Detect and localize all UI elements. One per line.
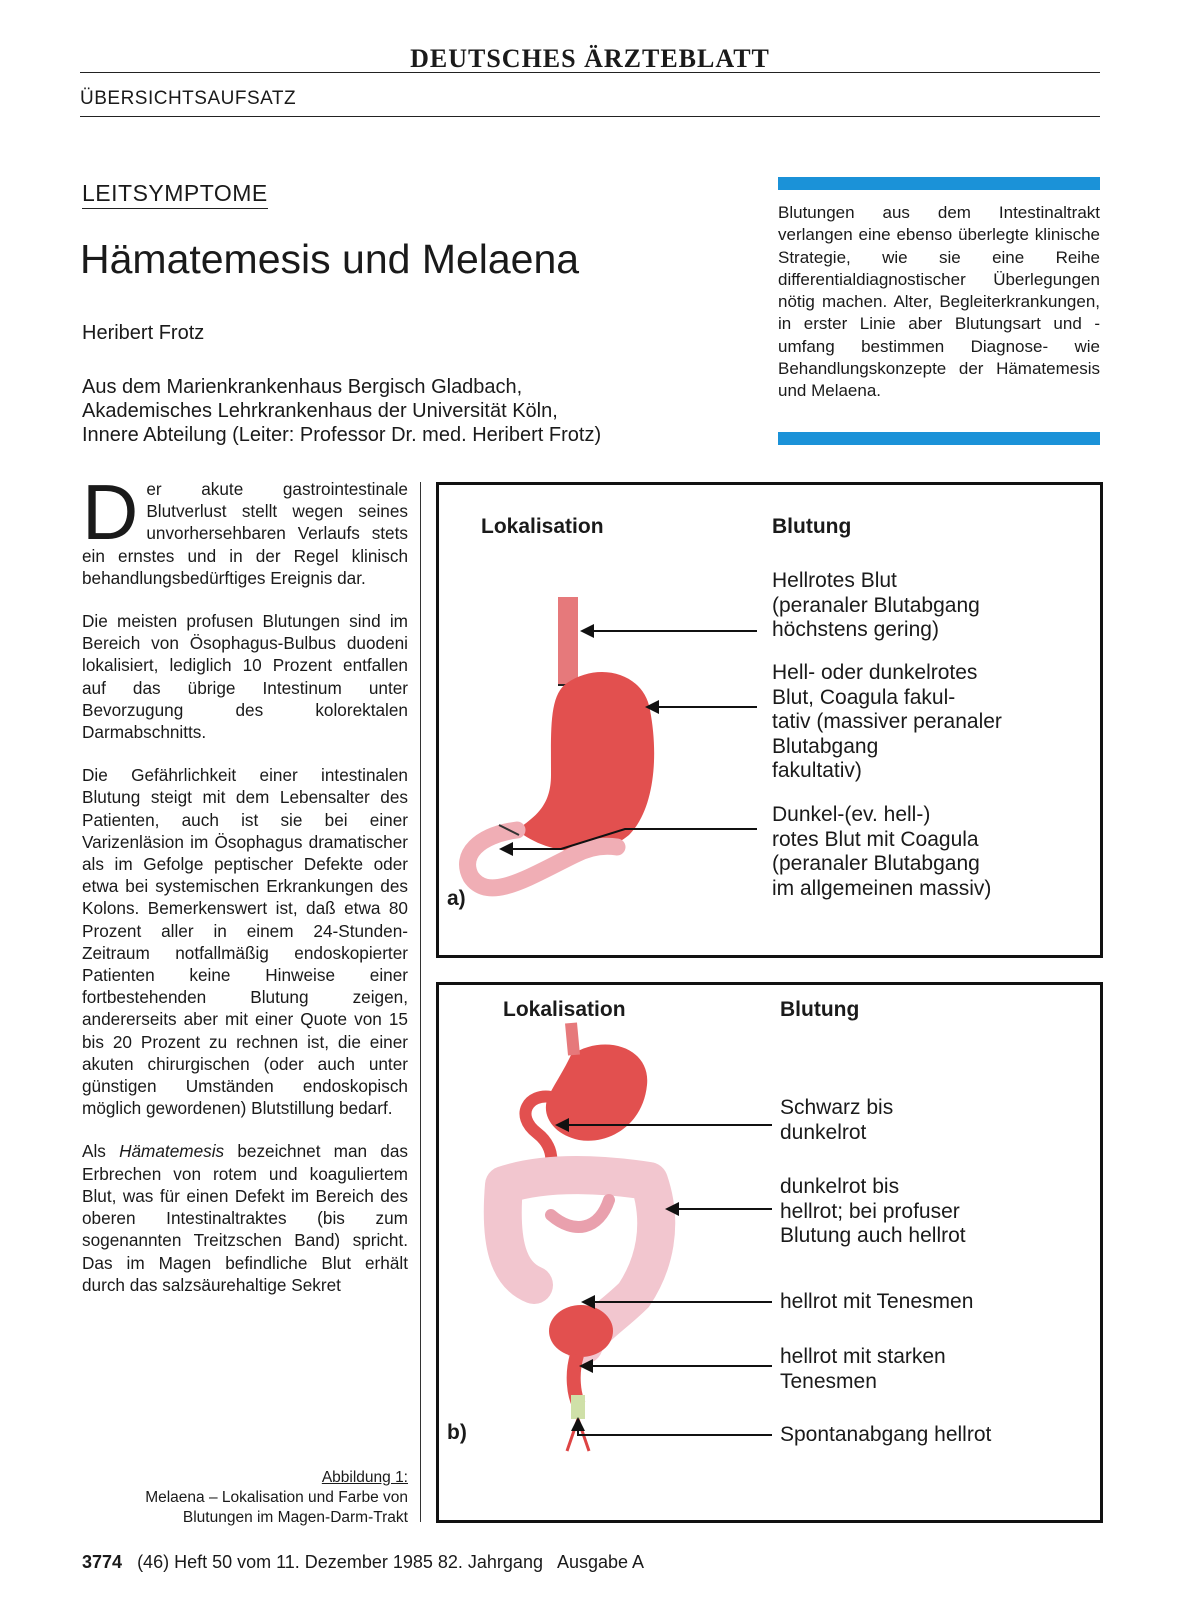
- figure-b-label-3: hellrot mit Tenesmen: [780, 1290, 974, 1313]
- figure-a-label-3: Dunkel-(ev. hell-) rotes Blut mit Coagula (peranaler Blutabgang im allgemeinen massiv): [772, 803, 992, 900]
- figure-b-label-1: Schwarz bis dunkelrot: [780, 1096, 894, 1144]
- author: Heribert Frotz: [82, 322, 205, 344]
- esophagus-b: [571, 1023, 574, 1055]
- figure-b-letter: b): [447, 1421, 467, 1444]
- page-footer: [82, 1552, 644, 1573]
- masthead: DEUTSCHES ÄRZTEBLATT: [410, 44, 770, 73]
- arrow-colon: [665, 1202, 772, 1216]
- issue-info: (46) Heft 50 vom 11. Dezember 1985 82. Jahrgang Ausgabe A: [137, 1552, 645, 1572]
- esophagus: [558, 597, 578, 685]
- paragraph-4-text: bezeichnet man das Erbrechen von rotem und koaguliertem Blut, was für einen Defekt im Bereich des oberen Intestinaltraktes (bis zum sogenannten Treitzschen Band) spricht. Das im Magen befindliche Blut erhält durch das salzsäurehaltige Sekret: [82, 1141, 409, 1295]
- paragraph-4-lead: Als: [82, 1141, 120, 1162]
- figure-a-label-1: Hellrotes Blut (peranaler Blutabgang höchstens gering): [772, 569, 980, 641]
- figure-a-letter: a): [447, 887, 466, 910]
- paragraph-2: Die meisten profusen Blutungen sind im Bereich von Ösophagus-Bulbus duodeni lokalisiert, lediglich 10 Prozent entfallen auf das übrige Intestinum unter Bevorzugung des kolorektalen Darmabschnitts.: [82, 611, 408, 743]
- section-rule: [80, 116, 1100, 117]
- figure-b-illustration: [439, 985, 1100, 1520]
- stomach: [517, 672, 654, 851]
- paragraph-3: Die Gefährlichkeit einer intestinalen Blutung steigt mit dem Lebensalter des Patienten, auch ist sie bei einer Varizenläsion im Ösophagus dramatischer als im Gefolge peptischer Defekte oder etwa bei systemischen Erkrankungen des Kolons. Bemerkenswert ist, daß etwa 80 Prozent aller in einem 24-Stunden-Zeitraum notfallmäßig endoskopierter Patienten keine Hinweise einer fortbestehenden Blutung zeigen, andererseits aber mit einer Quote von 15 bis 20 Prozent zu rechnen ist, die einer akuten chirurgischen (oder auch unter günstigen Umständen endoskopisch möglich gewordenen) Blutstillung bedarf.: [82, 765, 408, 1119]
- paragraph-4-term: Hämatemesis: [119, 1141, 225, 1162]
- figure-b-col-left: Lokalisation: [503, 998, 626, 1021]
- paragraph-4: [82, 1140, 408, 1295]
- article-title: Hämatemesis und Melaena: [80, 236, 580, 282]
- figure-b-label-4: hellrot mit starken Tenesmen: [780, 1345, 946, 1393]
- sigmoid: [549, 1305, 613, 1357]
- figure-b-label-5: Spontanabgang hellrot: [780, 1423, 992, 1446]
- figure-b-col-right: Blutung: [780, 998, 860, 1021]
- anal-canal: [571, 1395, 585, 1419]
- caption-text: Melaena – Lokalisation und Farbe von Blutungen im Magen-Darm-Trakt: [145, 1489, 408, 1526]
- figure-a-label-2: Hell- oder dunkelrotes Blut, Coagula fakul- tativ (massiver peranaler Blutabgang fakultativ): [772, 661, 1002, 782]
- kicker: LEITSYMPTOME: [82, 180, 268, 209]
- arrow-anus: [571, 1417, 772, 1435]
- abstract-bar-top: [778, 177, 1100, 190]
- body-column: [82, 468, 409, 1317]
- figure-a: [436, 482, 1103, 958]
- abstract: Blutungen aus dem Intestinaltrakt verlangen eine ebenso überlegte klinische Strategie, wie sie eine Reihe differentialdiagnostischer Überlegungen nötig machen. Alter, Begleiterkrankungen, in erster Linie aber Blutungsart und -umfang bestimmen Diagnose- wie Behandlungskonzepte der Hämatemesis und Melaena.: [778, 203, 1100, 401]
- affiliation: Aus dem Marienkrankenhaus Bergisch Gladbach, Akademisches Lehrkrankenhaus der Universität Köln, Innere Abteilung (Leiter: Professor Dr. med. Heribert Frotz): [82, 376, 602, 446]
- figure-a-col-left: Lokalisation: [481, 515, 604, 538]
- figure-b-label-2: dunkelrot bis hellrot; bei profuser Blutung auch hellrot: [780, 1175, 966, 1247]
- masthead-rule: [80, 72, 1100, 73]
- paragraph-1: [82, 468, 408, 589]
- section-label: ÜBERSICHTSAUFSATZ: [80, 88, 297, 109]
- paragraph-1-text: er akute gastrointestinale Blutverlust stellt wegen seines unvorhersehbaren Verlaufs stets ein ernstes und in der Regel klinisch behandlungsbedürftiges Ereignis dar.: [82, 479, 408, 588]
- column-rule: [420, 482, 421, 1522]
- arrow-stomach: [645, 700, 757, 714]
- figure-a-col-right: Blutung: [772, 515, 852, 538]
- arrow-rectum: [579, 1359, 772, 1373]
- dropcap: D: [82, 468, 139, 556]
- figure-b: [436, 982, 1103, 1523]
- abstract-bar-bottom: [778, 432, 1100, 445]
- arrow-esophagus: [580, 624, 757, 638]
- caption-heading: Abbildung 1:: [321, 1469, 408, 1486]
- figure-caption: [82, 1468, 408, 1528]
- page-number: 3774: [82, 1552, 123, 1572]
